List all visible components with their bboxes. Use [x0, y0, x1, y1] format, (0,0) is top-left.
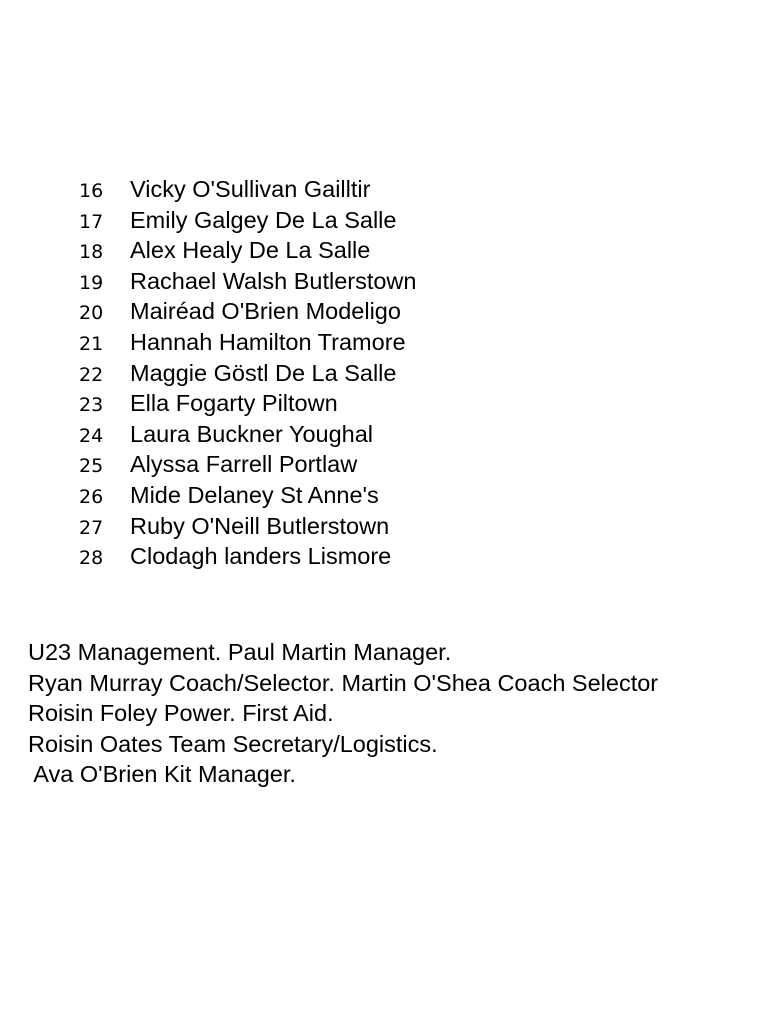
player-name-club: Clodagh landers Lismore: [130, 543, 392, 570]
player-name-club: Mide Delaney St Anne's: [130, 481, 379, 508]
management-line: Roisin Oates Team Secretary/Logistics.: [28, 730, 438, 757]
player-name-club: Laura Buckner Youghal: [130, 420, 374, 447]
roster-row: [0, 513, 760, 544]
roster-row: [0, 207, 760, 238]
player-number: 22: [79, 363, 104, 386]
player-number: 25: [79, 455, 104, 478]
player-name-club: Hannah Hamilton Tramore: [130, 328, 406, 355]
player-number: 26: [79, 485, 104, 508]
roster-row: [0, 451, 760, 482]
roster-row: [0, 482, 760, 513]
player-number: 23: [79, 394, 104, 417]
roster-row: [0, 360, 760, 391]
player-name-club: Emily Galgey De La Salle: [130, 206, 397, 233]
player-name-club: Mairéad O'Brien Modeligo: [130, 298, 401, 325]
player-name-club: Ella Fogarty Piltown: [130, 390, 338, 417]
management-line: U23 Management. Paul Martin Manager.: [28, 639, 452, 665]
roster-row: [0, 298, 760, 329]
player-name-club: Alyssa Farrell Portlaw: [130, 451, 358, 478]
roster-row: [0, 176, 760, 207]
player-number: 24: [79, 424, 104, 447]
player-number: 20: [79, 302, 104, 325]
player-roster-list: [0, 176, 760, 574]
management-section: [28, 637, 748, 790]
management-line: Ava O'Brien Kit Manager.: [28, 761, 296, 787]
player-number: 18: [79, 241, 104, 264]
player-number: 21: [79, 332, 104, 355]
player-name-club: Ruby O'Neill Butlerstown: [130, 512, 390, 539]
player-name-club: Maggie Göstl De La Salle: [130, 359, 397, 386]
management-line: Ryan Murray Coach/Selector. Martin O'Shea Coach Selector: [28, 669, 659, 696]
player-number: 19: [79, 271, 104, 294]
player-name-club: Vicky O'Sullivan Gailltir: [130, 176, 371, 202]
roster-row: [0, 329, 760, 360]
roster-row: [0, 543, 760, 574]
player-number: 17: [79, 210, 104, 233]
player-name-club: Alex Healy De La Salle: [130, 237, 371, 264]
player-number: 28: [79, 547, 104, 570]
roster-row: [0, 268, 760, 299]
roster-row: [0, 390, 760, 421]
player-number: 27: [79, 516, 104, 539]
player-name-club: Rachael Walsh Butlerstown: [130, 267, 417, 294]
roster-row: [0, 421, 760, 452]
roster-row: [0, 237, 760, 268]
player-number: 16: [79, 180, 104, 202]
management-line: Roisin Foley Power. First Aid.: [28, 700, 334, 726]
